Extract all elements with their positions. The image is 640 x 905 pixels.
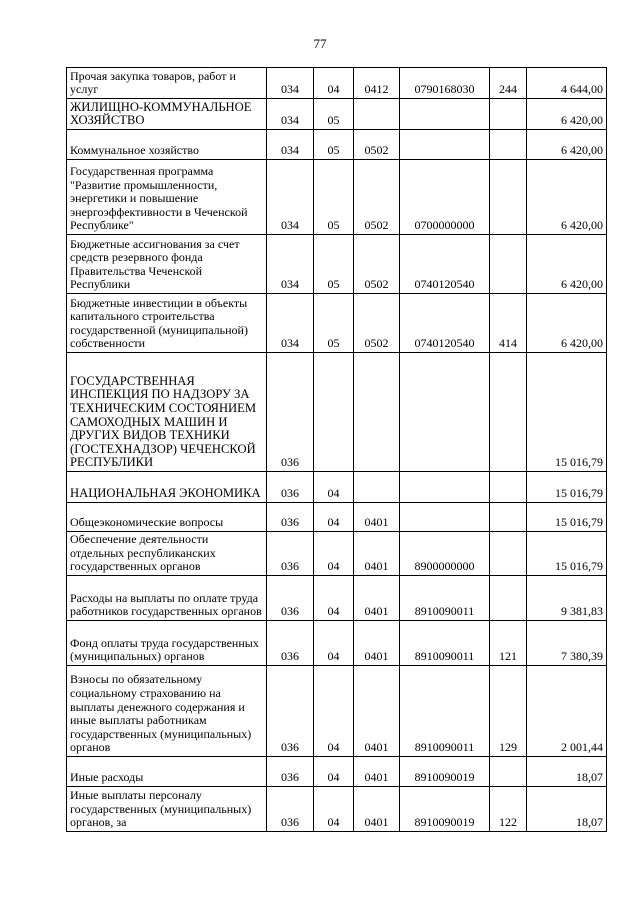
table-row (67, 757, 607, 787)
row-rz: 05 (314, 130, 354, 160)
row-pr (354, 472, 400, 503)
row-pr: 0401 (354, 576, 400, 621)
row-amount: 6 420,00 (527, 130, 607, 160)
table-row (67, 130, 607, 160)
row-name: Обеспечение деятельности отдельных республиканских государственных органов (67, 532, 267, 576)
row-rz: 04 (314, 68, 354, 99)
row-name: ЖИЛИЩНО-КОММУНАЛЬНОЕ ХОЗЯЙСТВО (67, 99, 267, 130)
row-vr: 122 (490, 787, 527, 832)
row-vr: 414 (490, 294, 527, 353)
row-pr (354, 353, 400, 472)
row-pr: 0502 (354, 130, 400, 160)
table-row (67, 235, 607, 294)
row-name: Взносы по обязательному социальному страхованию на выплаты денежного содержания и иные выплаты работникам государственных (муниципальных) органов (67, 666, 267, 757)
row-csr: 8910090011 (400, 576, 490, 621)
table-row (67, 576, 607, 621)
row-amount: 9 381,83 (527, 576, 607, 621)
row-vr (490, 757, 527, 787)
row-vr: 244 (490, 68, 527, 99)
row-ved: 034 (267, 130, 314, 160)
row-pr: 0401 (354, 621, 400, 666)
row-name: Иные выплаты персоналу государственных (муниципальных) органов, за (67, 787, 267, 832)
row-rz: 04 (314, 621, 354, 666)
row-amount: 7 380,39 (527, 621, 607, 666)
row-pr: 0401 (354, 757, 400, 787)
row-amount: 2 001,44 (527, 666, 607, 757)
row-rz: 05 (314, 160, 354, 235)
row-rz: 04 (314, 666, 354, 757)
row-ved: 034 (267, 99, 314, 130)
row-csr (400, 99, 490, 130)
row-vr (490, 235, 527, 294)
row-csr: 0700000000 (400, 160, 490, 235)
table-row (67, 68, 607, 99)
row-name: Государственная программа "Развитие промышленности, энергетики и повышение энергоэффективности в Чеченской Республике" (67, 160, 267, 235)
row-rz (314, 353, 354, 472)
table-row (67, 666, 607, 757)
row-rz: 04 (314, 532, 354, 576)
row-csr: 0790168030 (400, 68, 490, 99)
row-csr: 8900000000 (400, 532, 490, 576)
row-vr: 129 (490, 666, 527, 757)
row-csr (400, 130, 490, 160)
table-row (67, 787, 607, 832)
row-ved: 036 (267, 353, 314, 472)
row-amount: 18,07 (527, 757, 607, 787)
table-row (67, 160, 607, 235)
row-name: Бюджетные инвестиции в объекты капитального строительства государственной (муниципальной) собственности (67, 294, 267, 353)
row-pr: 0401 (354, 787, 400, 832)
row-vr (490, 160, 527, 235)
row-pr: 0401 (354, 503, 400, 532)
table-row (67, 532, 607, 576)
row-amount: 6 420,00 (527, 160, 607, 235)
row-vr: 121 (490, 621, 527, 666)
row-vr (490, 503, 527, 532)
row-csr: 8910090011 (400, 621, 490, 666)
row-amount: 15 016,79 (527, 503, 607, 532)
row-rz: 05 (314, 294, 354, 353)
table-row (67, 503, 607, 532)
table-row (67, 472, 607, 503)
row-name: Общеэкономические вопросы (67, 503, 267, 532)
row-amount: 6 420,00 (527, 99, 607, 130)
row-name: Расходы на выплаты по оплате труда работников государственных органов (67, 576, 267, 621)
row-pr (354, 99, 400, 130)
row-name: Фонд оплаты труда государственных (муниципальных) органов (67, 621, 267, 666)
row-pr: 0502 (354, 160, 400, 235)
row-csr: 0740120540 (400, 235, 490, 294)
row-ved: 036 (267, 787, 314, 832)
row-ved: 034 (267, 160, 314, 235)
row-rz: 04 (314, 576, 354, 621)
row-rz: 05 (314, 235, 354, 294)
row-amount: 15 016,79 (527, 353, 607, 472)
row-name: ГОСУДАРСТВЕННАЯ ИНСПЕКЦИЯ ПО НАДЗОРУ ЗА ТЕХНИЧЕСКИМ СОСТОЯНИЕМ САМОХОДНЫХ МАШИН И ДРУГИХ ВИДОВ ТЕХНИКИ (ГОСТЕХНАДЗОР) ЧЕЧЕНСКОЙ РЕСПУБЛИКИ (67, 353, 267, 472)
row-rz: 04 (314, 757, 354, 787)
row-ved: 034 (267, 68, 314, 99)
row-pr: 0502 (354, 294, 400, 353)
row-rz: 04 (314, 787, 354, 832)
row-vr (490, 353, 527, 472)
row-name: Бюджетные ассигнования за счет средств резервного фонда Правительства Чеченской Республики (67, 235, 267, 294)
row-rz: 04 (314, 503, 354, 532)
row-amount: 15 016,79 (527, 472, 607, 503)
row-rz: 05 (314, 99, 354, 130)
table-row (67, 353, 607, 472)
row-ved: 036 (267, 503, 314, 532)
row-ved: 036 (267, 666, 314, 757)
table-row (67, 294, 607, 353)
row-ved: 036 (267, 621, 314, 666)
row-ved: 036 (267, 472, 314, 503)
row-ved: 034 (267, 235, 314, 294)
row-vr (490, 99, 527, 130)
row-rz: 04 (314, 472, 354, 503)
row-csr: 8910090011 (400, 666, 490, 757)
row-csr: 8910090019 (400, 787, 490, 832)
table-row (67, 99, 607, 130)
row-ved: 036 (267, 576, 314, 621)
row-vr (490, 576, 527, 621)
row-name: Коммунальное хозяйство (67, 130, 267, 160)
row-name: НАЦИОНАЛЬНАЯ ЭКОНОМИКА (67, 472, 267, 503)
row-amount: 18,07 (527, 787, 607, 832)
row-amount: 6 420,00 (527, 294, 607, 353)
row-csr (400, 472, 490, 503)
table-row (67, 621, 607, 666)
row-vr (490, 532, 527, 576)
row-vr (490, 472, 527, 503)
budget-table (66, 67, 607, 832)
row-csr (400, 503, 490, 532)
row-csr (400, 353, 490, 472)
row-ved: 036 (267, 757, 314, 787)
row-ved: 034 (267, 294, 314, 353)
row-csr: 0740120540 (400, 294, 490, 353)
row-pr: 0401 (354, 532, 400, 576)
row-csr: 8910090019 (400, 757, 490, 787)
row-ved: 036 (267, 532, 314, 576)
row-amount: 6 420,00 (527, 235, 607, 294)
row-pr: 0502 (354, 235, 400, 294)
row-name: Прочая закупка товаров, работ и услуг (67, 68, 267, 99)
row-amount: 4 644,00 (527, 68, 607, 99)
row-amount: 15 016,79 (527, 532, 607, 576)
row-pr: 0401 (354, 666, 400, 757)
row-pr: 0412 (354, 68, 400, 99)
row-vr (490, 130, 527, 160)
page-number: 77 (313, 36, 327, 51)
row-name: Иные расходы (67, 757, 267, 787)
